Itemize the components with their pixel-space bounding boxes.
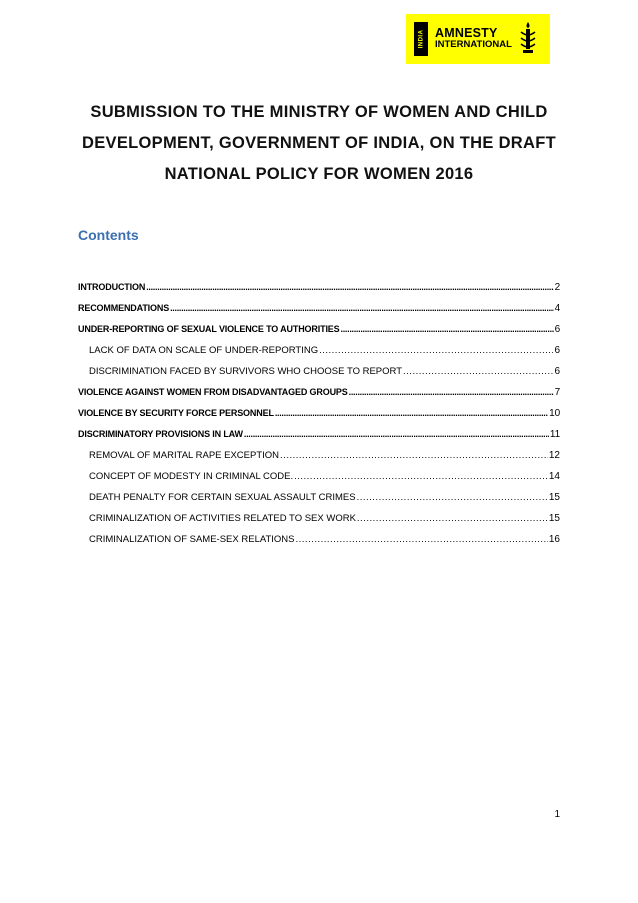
toc-entry-label[interactable]: VIOLENCE AGAINST WOMEN FROM DISADVANTAGED GROUPS xyxy=(78,387,348,397)
toc-entry-page[interactable]: 12 xyxy=(548,450,560,461)
candle-in-barbed-wire-icon xyxy=(518,20,538,58)
toc-entry-label[interactable]: UNDER-REPORTING OF SEXUAL VIOLENCE TO AUTHORITIES xyxy=(78,324,340,334)
toc-entry-page[interactable]: 6 xyxy=(554,345,560,356)
toc-entry-label[interactable]: DISCRIMINATORY PROVISIONS IN LAW xyxy=(78,429,243,439)
toc-entry-page[interactable]: 2 xyxy=(554,282,560,293)
toc-leader-dots xyxy=(275,408,548,418)
contents-heading: Contents xyxy=(78,227,139,243)
toc-entry[interactable] xyxy=(78,492,560,513)
logo-wordmark xyxy=(435,27,512,51)
toc-entry[interactable] xyxy=(78,513,560,534)
toc-entry[interactable] xyxy=(78,366,560,387)
toc-entry-label[interactable]: REMOVAL OF MARITAL RAPE EXCEPTION xyxy=(89,450,280,461)
toc-entry-page[interactable]: 6 xyxy=(554,366,560,377)
logo-country-label: INDIA xyxy=(418,29,424,49)
toc-leader-dots xyxy=(403,366,553,377)
amnesty-logo xyxy=(406,14,550,64)
toc-entry-page[interactable]: 6 xyxy=(554,324,560,335)
toc-entry-label[interactable]: RECOMMENDATIONS xyxy=(78,303,170,313)
toc-entry-label[interactable]: DISCRIMINATION FACED BY SURVIVORS WHO CHOOSE TO REPORT xyxy=(89,366,403,377)
toc-entry-label[interactable]: CRIMINALIZATION OF SAME-SEX RELATIONS xyxy=(89,534,295,545)
toc-leader-dots xyxy=(341,324,554,334)
toc-entry[interactable] xyxy=(78,303,560,324)
toc-entry-page[interactable]: 10 xyxy=(549,408,560,419)
toc-leader-dots xyxy=(146,282,553,292)
page-number: 1 xyxy=(554,809,560,820)
toc-leader-dots xyxy=(357,492,548,503)
toc-leader-dots xyxy=(280,450,548,461)
toc-entry[interactable] xyxy=(78,408,560,429)
toc-entry[interactable] xyxy=(78,429,560,450)
toc-entry[interactable] xyxy=(78,450,560,471)
logo-country-tab xyxy=(414,22,428,56)
toc-entry-page[interactable]: 7 xyxy=(554,387,560,398)
toc-entry-label[interactable]: CONCEPT OF MODESTY IN CRIMINAL CODE. xyxy=(89,471,294,482)
toc-leader-dots xyxy=(170,303,553,313)
toc-entry-page[interactable]: 15 xyxy=(548,513,560,524)
toc-entry-label[interactable]: INTRODUCTION xyxy=(78,282,146,292)
toc-entry-label[interactable]: DEATH PENALTY FOR CERTAIN SEXUAL ASSAULT CRIMES xyxy=(89,492,356,503)
toc-entry-page[interactable]: 14 xyxy=(548,471,560,482)
toc-entry[interactable] xyxy=(78,534,560,555)
toc-entry-page[interactable]: 15 xyxy=(548,492,560,503)
table-of-contents xyxy=(78,282,560,555)
title-line-1: SUBMISSION TO THE MINISTRY OF WOMEN AND CHILD xyxy=(90,103,548,121)
toc-entry-page[interactable]: 11 xyxy=(549,429,560,440)
toc-entry[interactable] xyxy=(78,282,560,303)
toc-leader-dots xyxy=(349,387,554,397)
toc-entry-label[interactable]: VIOLENCE BY SECURITY FORCE PERSONNEL xyxy=(78,408,274,418)
logo-line-2: INTERNATIONAL xyxy=(435,39,512,50)
toc-entry-label[interactable]: CRIMINALIZATION OF ACTIVITIES RELATED TO SEX WORK xyxy=(89,513,356,524)
toc-leader-dots xyxy=(319,345,553,356)
toc-leader-dots xyxy=(244,429,549,439)
title-line-3: NATIONAL POLICY FOR WOMEN 2016 xyxy=(164,165,474,183)
toc-entry[interactable] xyxy=(78,345,560,366)
toc-entry[interactable] xyxy=(78,471,560,492)
toc-entry-page[interactable]: 4 xyxy=(554,303,560,314)
toc-entry[interactable] xyxy=(78,387,560,408)
logo-line-1: AMNESTY xyxy=(435,26,498,40)
toc-entry-page[interactable]: 16 xyxy=(548,534,560,545)
title-line-2: DEVELOPMENT, GOVERNMENT OF INDIA, ON THE DRAFT xyxy=(82,134,556,152)
document-title xyxy=(70,97,568,190)
toc-leader-dots xyxy=(296,534,548,545)
toc-entry[interactable] xyxy=(78,324,560,345)
toc-leader-dots xyxy=(294,471,548,482)
toc-leader-dots xyxy=(357,513,548,524)
toc-entry-label[interactable]: LACK OF DATA ON SCALE OF UNDER-REPORTING xyxy=(89,345,319,356)
